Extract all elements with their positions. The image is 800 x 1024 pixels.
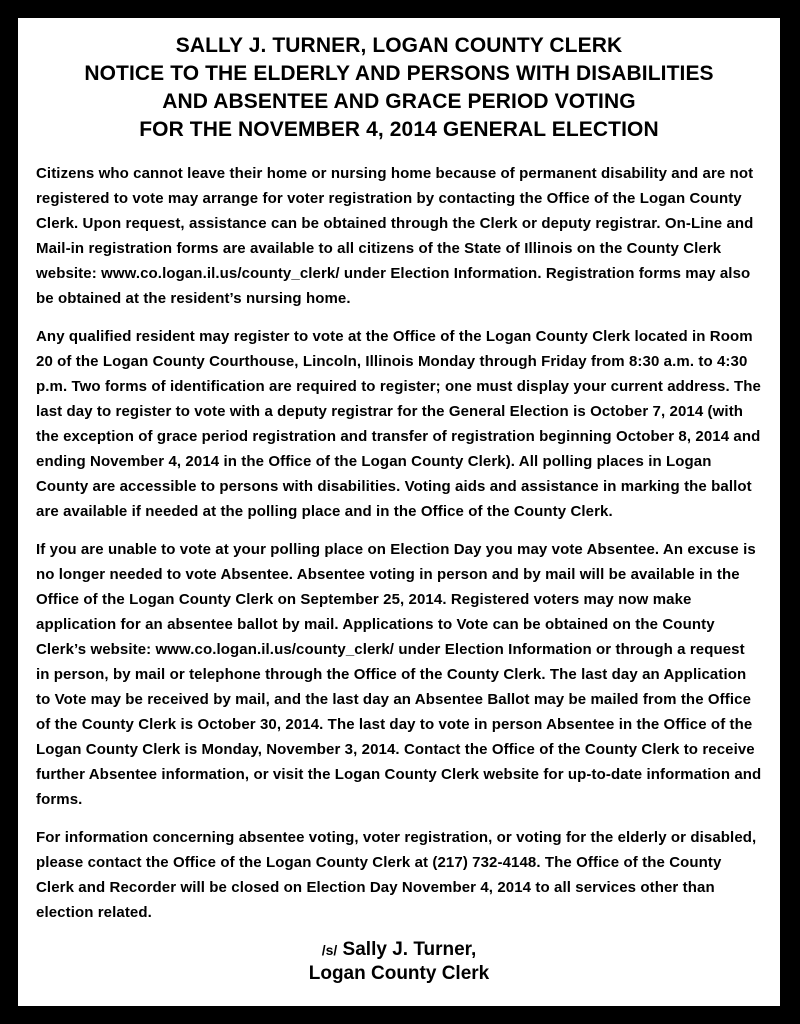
notice-title-line-4: FOR THE NOVEMBER 4, 2014 GENERAL ELECTION xyxy=(139,118,659,141)
notice-title xyxy=(36,32,762,144)
notice-title-line-3: AND ABSENTEE AND GRACE PERIOD VOTING xyxy=(162,90,636,113)
signature-name: Sally J. Turner, xyxy=(342,939,477,960)
notice-body xyxy=(36,161,762,925)
signature-block xyxy=(36,938,762,986)
notice-paragraph-register-office: Any qualified resident may register to vote at the Office of the Logan County Clerk located in Room 20 of the Logan County Courthouse, Lincoln, Illinois Monday through Friday from 8:30 a.m. to 4:30 p.m. Two forms of identification are required to register; one must display your current address. The last day to register to vote with a deputy registrar for the General Election is October 7, 2014 (with the exception of grace period registration and transfer of registration beginning October 8, 2014 and ending November 4, 2014 in the Office of the Logan County Clerk). All polling places in Logan County are accessible to persons with disabilities. Voting aids and assistance in marking the ballot are available if needed at the polling place and in the Office of the County Clerk. xyxy=(36,328,761,520)
notice-sheet xyxy=(18,18,780,1006)
notice-paragraph-registration: Citizens who cannot leave their home or nursing home because of permanent disability and are not registered to vote may arrange for voter registration by contacting the Office of the Logan County Clerk. Upon request, assistance can be obtained through the Clerk or deputy registrar. On-Line and Mail-in registration forms are available to all citizens of the State of Illinois on the County Clerk website: www.co.logan.il.us/county_clerk/ under Election Information. Registration forms may also be obtained at the resident’s nursing home. xyxy=(36,165,754,307)
signature-s-mark: /s/ xyxy=(321,942,338,958)
signature-role: Logan County Clerk xyxy=(308,963,490,984)
notice-title-line-1: SALLY J. TURNER, LOGAN COUNTY CLERK xyxy=(175,34,623,57)
notice-title-line-2: NOTICE TO THE ELDERLY AND PERSONS WITH DISABILITIES xyxy=(84,62,714,85)
notice-paragraph-absentee: If you are unable to vote at your polling place on Election Day you may vote Absentee. An excuse is no longer needed to vote Absentee. Absentee voting in person and by mail will be available in the Office of the Logan County Clerk on September 25, 2014. Registered voters may now make application for an absentee ballot by mail. Applications to Vote can be obtained on the County Clerk’s website: www.co.logan.il.us/county_clerk/ under Election Information or through a request in person, by mail or telephone through the Office of the County Clerk. The last day an Application to Vote may be received by mail, and the last day an Absentee Ballot may be mailed from the Office of the County Clerk is October 30, 2014. The last day to vote in person Absentee in the Office of the Logan County Clerk is Monday, November 3, 2014. Contact the Office of the County Clerk to receive further Absentee information, or visit the Logan County Clerk website for up-to-date information and forms. xyxy=(36,541,762,808)
signature-name-line xyxy=(36,938,762,962)
notice-paragraph-contact: For information concerning absentee voting, voter registration, or voting for the elderly or disabled, please contact the Office of the Logan County Clerk at (217) 732-4148. The Office of the County Clerk and Recorder will be closed on Election Day November 4, 2014 to all services other than election related. xyxy=(36,829,757,921)
